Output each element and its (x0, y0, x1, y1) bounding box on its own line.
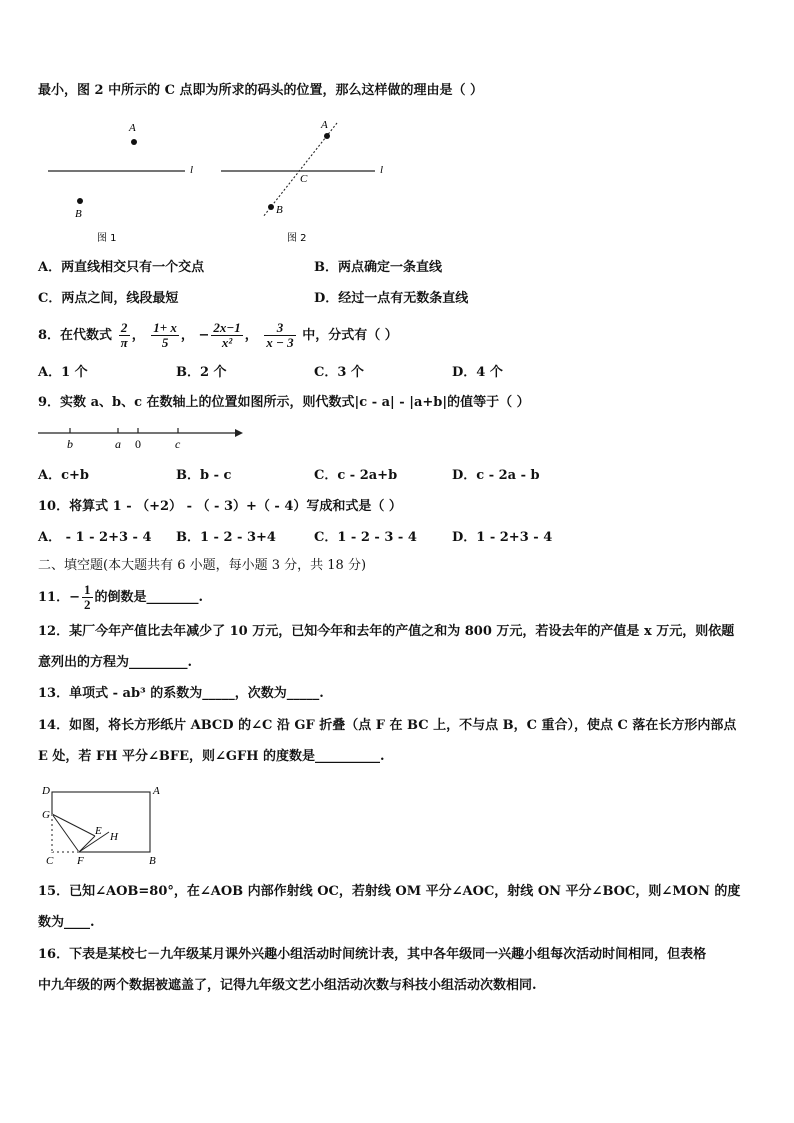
q15-line-2: 数为____. (38, 915, 95, 930)
svg-text:B: B (149, 855, 156, 867)
q14-line-1: 14．如图，将长方形纸片 ABCD 的∠C 沿 GF 折叠（点 F 在 BC 上，不与点 B，C 重合），使点 C 落在长方形内部点 (38, 718, 737, 733)
fig2-label-a: A (321, 119, 328, 131)
q8-option-d[interactable]: D．4 个 (452, 365, 503, 380)
fig1-label-a: A (129, 122, 136, 134)
q8-frac-2: $\frac{1+ x}{5}$ (153, 320, 177, 350)
fig1-label-l: l (190, 164, 194, 176)
q8-frac-4: $\frac{3}{x - 3}$ (266, 320, 294, 350)
q10-option-a[interactable]: A． - 1 - 2+3 - 4 (38, 530, 152, 545)
svg-text:F: F (77, 855, 84, 867)
q12-line-2: 意列出的方程为_________. (38, 655, 193, 670)
q9-stem: 9．实数 a、b、c 在数轴上的位置如图所示，则代数式|c - a| - |a+b|的值等于（ ） (38, 395, 530, 410)
q7-option-c[interactable]: C．两点之间，线段最短 (38, 291, 179, 306)
q7-stem: 最小，图 2 中所示的 C 点即为所求的码头的位置，那么这样做的理由是（ ） (38, 83, 484, 98)
q16-line-2: 中九年级的两个数据被遮盖了，记得九年级文艺小组活动次数与科技小组活动次数相同. (38, 978, 537, 993)
svg-text:A: A (153, 785, 160, 797)
fig2-label-b: B (276, 204, 283, 216)
q8-stem: 8．在代数式 $\frac{2}{\pi}$ ， $\frac{1+ x}{5}$ ， − $\frac{2x-1}{\text{x²}}$ ， $\frac{3}{x - 3}$ 中，分式有（ ） (38, 320, 398, 350)
q11-frac: $\frac{1}{2}$ (84, 582, 91, 612)
q14-figure (38, 782, 170, 868)
q8-option-a[interactable]: A．1 个 (38, 365, 88, 380)
svg-text:H: H (110, 831, 118, 843)
q13-stem: 13．单项式 - ab³ 的系数为_____，次数为_____. (38, 686, 324, 701)
q7-figure-1 (40, 115, 210, 250)
q7-figure-2 (215, 115, 395, 250)
axis-label-b: b (67, 437, 73, 451)
q9-option-a[interactable]: A．c+b (38, 468, 89, 483)
q12-line-1: 12．某厂今年产值比去年减少了 10 万元，已知今年和去年的产值之和为 800 万元，若设去年的产值是 x 万元，则依题 (38, 624, 735, 639)
q10-option-d[interactable]: D．1 - 2+3 - 4 (452, 530, 553, 545)
q15-line-1: 15．已知∠AOB=80°，在∠AOB 内部作射线 OC，若射线 OM 平分∠AOC，射线 ON 平分∠BOC，则∠MON 的度 (38, 884, 741, 899)
fig2-caption: 图 2 (287, 233, 307, 244)
q8-option-b[interactable]: B．2 个 (176, 365, 227, 380)
fig2-label-c: C (300, 173, 308, 185)
svg-text:E: E (95, 825, 102, 837)
q9-option-b[interactable]: B．b - c (176, 468, 232, 483)
axis-label-0: 0 (135, 437, 141, 451)
q10-option-b[interactable]: B．1 - 2 - 3+4 (176, 530, 276, 545)
q8-frac-1: $\frac{2}{\pi}$ (120, 320, 128, 350)
fig1-caption: 图 1 (97, 233, 117, 244)
q9-option-c[interactable]: C．c - 2a+b (314, 468, 398, 483)
section-2-heading: 二、填空题(本大题共有 6 小题，每小题 3 分，共 18 分) (38, 558, 367, 573)
q9-number-line (36, 420, 250, 454)
fig2-label-l: l (380, 164, 384, 176)
q7-option-a[interactable]: A．两直线相交只有一个交点 (38, 260, 205, 275)
svg-text:C: C (46, 855, 54, 867)
fig1-label-b: B (75, 208, 82, 220)
svg-text:G: G (42, 809, 50, 821)
q10-stem: 10．将算式 1 - （+2） - （ - 3）+（ - 4）写成和式是（ ） (38, 499, 402, 514)
q8-suffix: 中，分式有（ ） (302, 328, 398, 343)
q16-line-1: 16．下表是某校七－九年级某月课外兴趣小组活动时间统计表，其中各年级同一兴趣小组每次活动时间相同，但表格 (38, 947, 707, 962)
axis-label-c: c (175, 437, 181, 451)
q11-stem: 11．− $\frac{1}{2}$ 的倒数是________. (38, 582, 204, 612)
q7-option-b[interactable]: B．两点确定一条直线 (314, 260, 442, 275)
axis-label-a: a (115, 437, 121, 451)
svg-text:D: D (42, 785, 50, 797)
q9-option-d[interactable]: D．c - 2a - b (452, 468, 540, 483)
q10-option-c[interactable]: C．1 - 2 - 3 - 4 (314, 530, 417, 545)
q8-option-c[interactable]: C．3 个 (314, 365, 364, 380)
q8-frac-3: $\frac{2x-1}{\text{x²}}$ (213, 320, 241, 350)
q8-prefix: 8．在代数式 (38, 328, 113, 343)
q7-option-d[interactable]: D．经过一点有无数条直线 (314, 291, 469, 306)
q14-line-2: E 处，若 FH 平分∠BFE，则∠GFH 的度数是__________. (38, 749, 385, 764)
